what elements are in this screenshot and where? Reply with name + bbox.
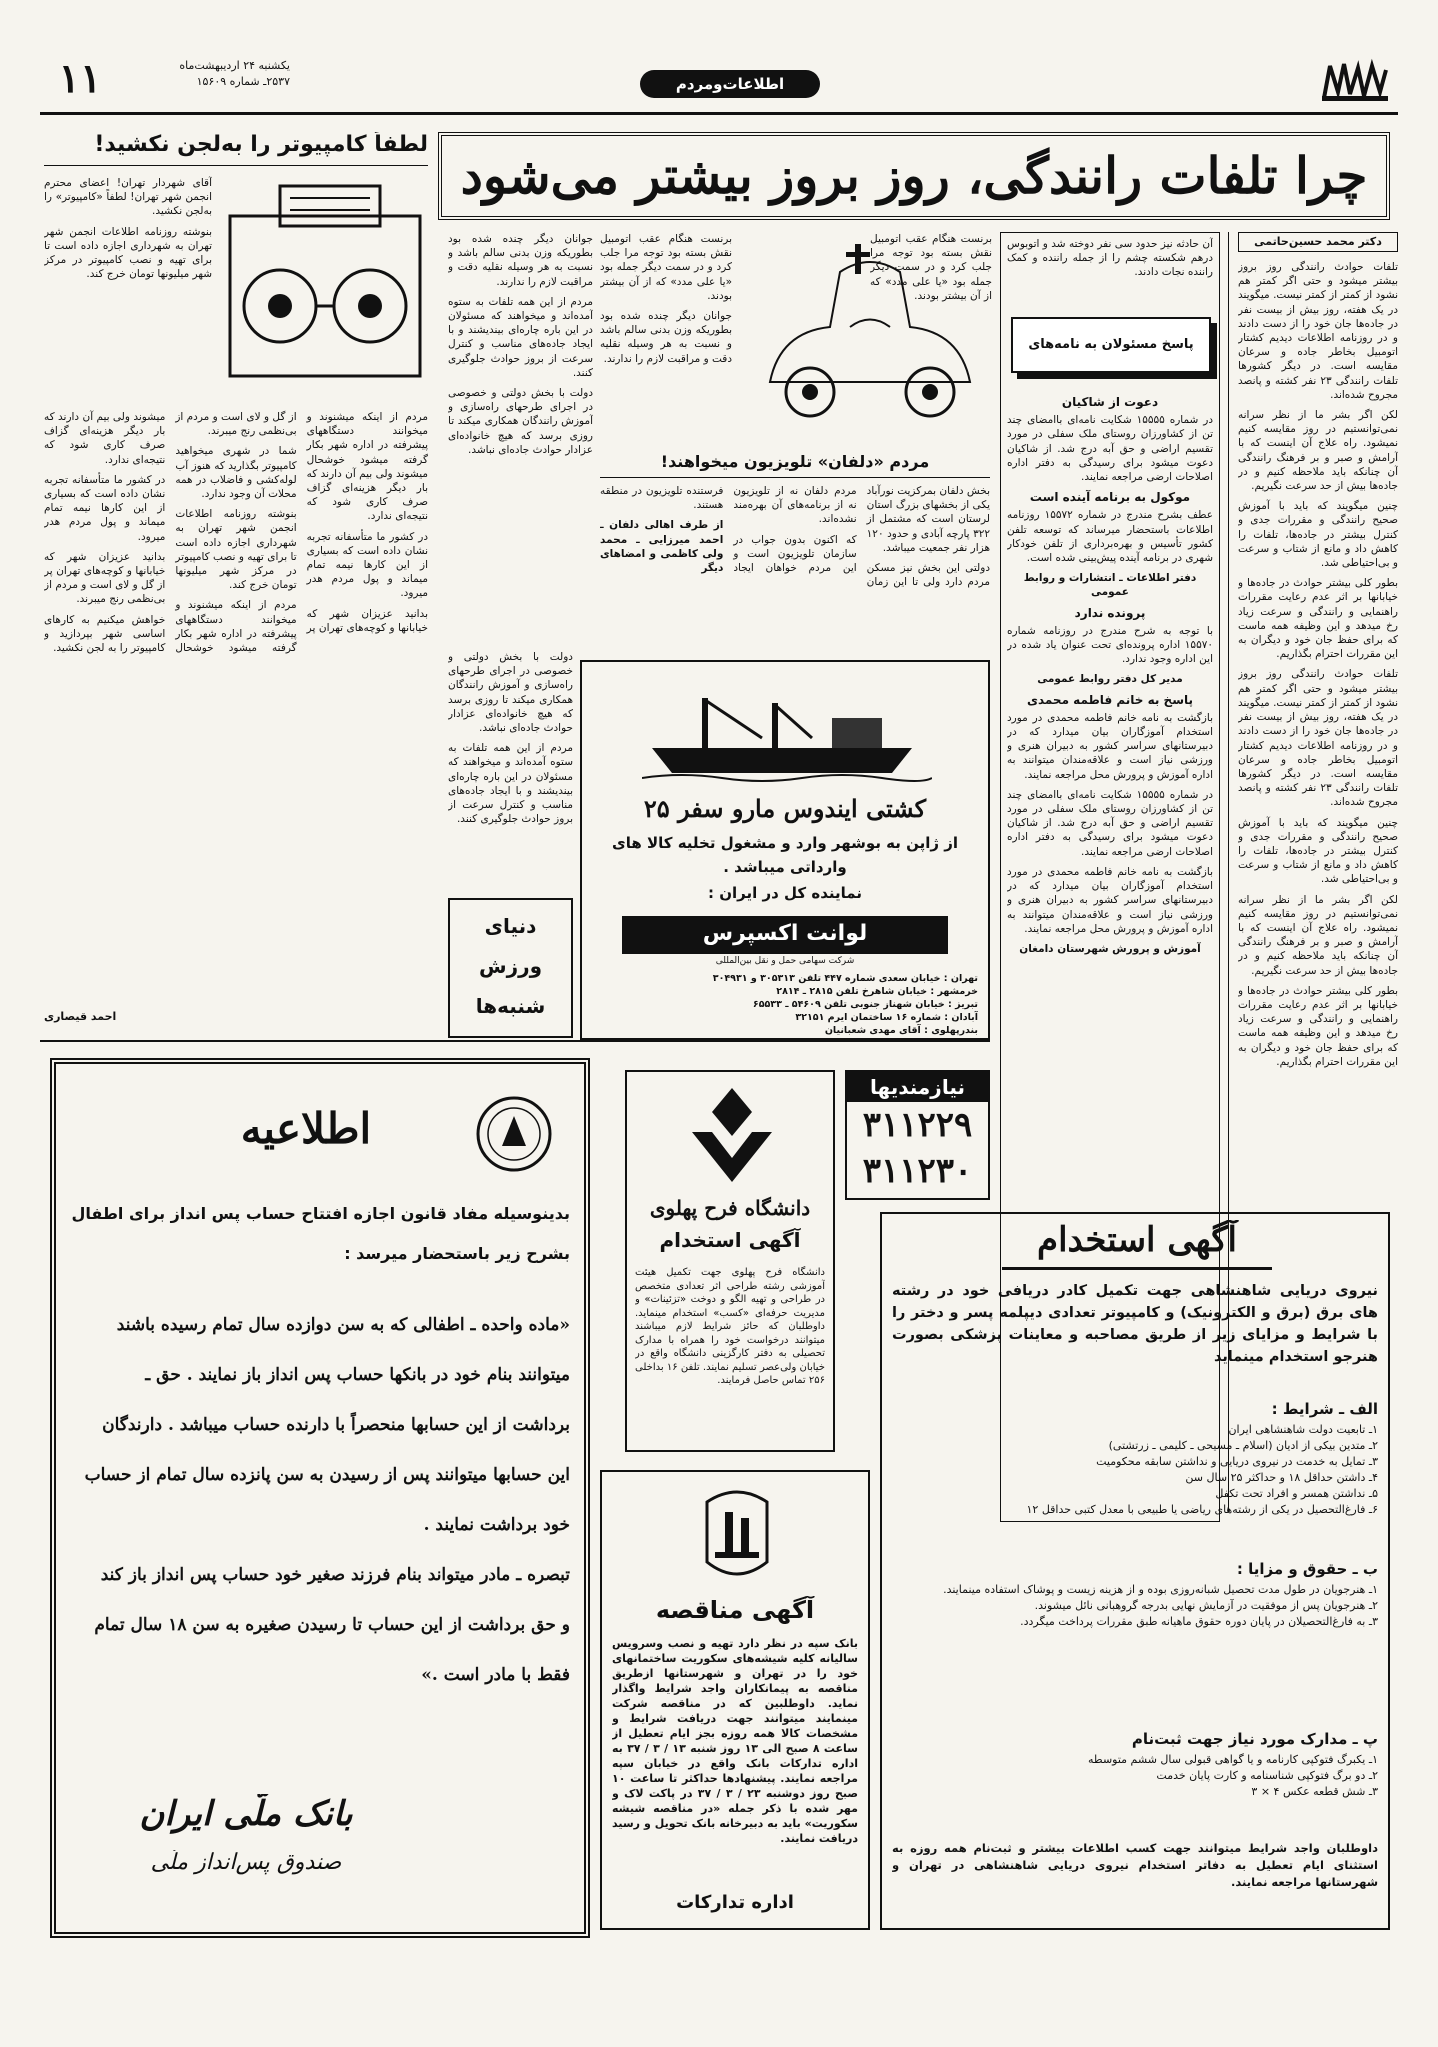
letter-text: در شماره ۱۵۵۵۵ شکایت نامه‌ای باامضای چند تن از کشاورزان روستای ملک سفلی در مورد تقسیم اراضی و حق آبه درج شد. از شاکیان دعوت میشود برای رسیدگی به دفتر اداره اصلاحات ارضی مراجعه نمایند. <box>1007 788 1213 858</box>
newspaper-logo-icon <box>1320 58 1390 104</box>
mid-para: برنست هنگام عقب اتومبیل نقش بسته بود توجه مرا جلب کرد و در سمت دیگر جمله بود «یا علی مدد» که از آن بیشتر بودند. <box>870 233 992 302</box>
law-line: تبصره ـ مادر میتواند بنام فرزند صغیر خود حساب پس انداز باز کند <box>100 1565 570 1585</box>
tender-title: آگهی مناقصه <box>655 1596 815 1624</box>
letter-text: بازگشت به نامه خانم فاطمه محمدی در مورد استخدام آموزگاران بیان میدارد که در دبیرستانهای سراسر کشور به دبیران هنری و ورزشی نیاز است و علاقه‌مندان میتوانند به اداره آموزش و پرورش محل مراجعه نمایند. <box>1007 711 1213 781</box>
navy-intro: نیروی دریایی شاهنشاهی جهت تکمیل کادر دریافی خود در رشته های برق (برق و الکترونیک) و کامپیوتر تعدادی دیپلمه پسر و دختر را با شرایط و مزایای زیر از طریق مصاحبه و معاینات پزشکی بصورت هنرجو استخدام مینماید <box>892 1283 1378 1365</box>
university-name: دانشگاه فرح پهلوی <box>649 1196 811 1220</box>
bank-emblem-icon <box>474 1094 554 1174</box>
law-line: فقط با مادر است .» <box>421 1665 570 1685</box>
needed-ad <box>845 1070 990 1200</box>
navy-benefit: ۱ـ هنرجویان در طول مدت تحصیل شبانه‌روزی بوده و از هزینه زیست و پوشاک استفاده مینمایند. <box>943 1583 1378 1596</box>
computer-para: بنوشته روزنامه اطلاعات انجمن شهر تهران به شهرداری اجازه داده است تا برای تهیه و نصب کامپیوتر در مرکز شهر میلیونها تومان خرج کند. <box>44 225 212 281</box>
mid-top-text-2 <box>600 232 732 442</box>
computer-para: در کشور ما متأسفانه تجربه نشان داده است که بسیاری از این کارها نیمه تمام میماند و پول مردم هدر میرود. <box>44 473 166 543</box>
mid-para: دولت با بخش دولتی و خصوصی در اجرای طرحهای راه‌سازی و آموزش رانندگان همکاری میکند تا روزی برسد که هیچ خانواده‌ای عزادار حوادث جاده‌ای نباشد. <box>448 651 573 735</box>
needed-phone2: ۳۱۱۲۳۰ <box>862 1151 973 1191</box>
address-line: آبادان : شماره ۱۶ ساختمان ایرم ۳۲۱۵۱ <box>795 1012 978 1023</box>
law-line: برداشت از این حسابها منحصراً با دارنده حساب میباشد . دارندگان <box>102 1415 570 1435</box>
ship-line1: از ژاپن به بوشهر وارد و مشغول تخلیه کالا های <box>611 834 959 852</box>
letter-signature: دفتر اطلاعات ـ انتشارات و روابط عمومی <box>1023 572 1197 599</box>
sports-line1: دنیای ورزش <box>478 914 543 978</box>
bank-title: اطلاعیه <box>240 1104 372 1153</box>
mid-para: آن حادثه نیز حدود سی نفر دوخته شد و اتوبوس درهم شکسته چشم را از جمله راننده و کمک راننده نجات دادند. <box>1007 238 1213 279</box>
computer-para: مردم از اینکه میشنوند و میخوانند دستگاههای پیشرفته در اداره شهر بکار گرفته میشود خوشحال میشوند ولی بیم آن دارند که بار دیگر هزینه‌ای گزاف صرف کاری شود که نتیجه‌ای ندارد. <box>306 411 428 523</box>
computer-headline: لطفاً کامپیوتر را به‌لجن نکشید! <box>44 132 428 166</box>
letter-text: در شماره ۱۵۵۵۵ شکایت نامه‌ای باامضای چند تن از کشاورزان روستای ملک سفلی در مورد تقسیم اراضی و حق آبه درج شد. از شاکیان دعوت میشود برای رسیدگی به دفتر اداره اصلاحات ارضی مراجعه نمایند. <box>1007 414 1213 484</box>
issue-line: ۲۵۳۷ـ شماره ۱۵۶۰۹ <box>196 75 290 88</box>
navy-s3-title: پ ـ مدارک مورد نیاز جهت ثبت‌نام <box>1131 1730 1378 1748</box>
masthead-logo <box>1320 58 1390 104</box>
mid-para: برنست هنگام عقب اتومبیل نقش بسته بود توجه مرا جلب کرد و در سمت دیگر جمله بود «یا علی مدد» که از آن بیشتر بودند. <box>600 233 732 302</box>
letter-text: عطف بشرح مندرج در شماره ۱۵۵۷۲ روزنامه اطلاعات باستحضار میرساند که توسعه تلفن کشور تأسیس و بهره‌برداری از تلفن خودکار شهری در برنامه آینده پیش‌بینی شده است. <box>1007 509 1213 565</box>
sports-line3 <box>450 1026 571 1038</box>
university-logo <box>672 1082 792 1192</box>
letter-signature: مدیر کل دفتر روابط عمومی <box>1037 673 1183 686</box>
law-line: و حق برداشت از این حساب تا رسیدن صغیره به سن ۱۸ سال تمام <box>94 1615 570 1635</box>
letter-heading: پرونده ندارد <box>1074 605 1146 620</box>
navy-document: ۱ـ یکبرگ فتوکپی کارنامه و یا گواهی قبولی سال ششم متوسطه <box>1088 1753 1378 1766</box>
navy-s3 <box>892 1730 1378 1830</box>
university-ad <box>625 1070 835 1452</box>
letters-title: پاسخ مسئولان به نامه‌های <box>1028 337 1194 352</box>
bank-sepah-logo-icon <box>687 1482 787 1592</box>
computer-drawing <box>220 176 428 406</box>
navy-condition: ۶ـ فارغ‌التحصیل در یکی از رشته‌های ریاضی یا طبیعی با معدل کتبی حداقل ۱۲ <box>1026 1503 1378 1516</box>
address-line: بندرپهلوی : آقای مهدی شعبانیان <box>824 1025 978 1036</box>
letters-intro <box>1007 237 1213 309</box>
cartoon-caption: مردم «دلفان» تلویزیون میخواهند! <box>600 452 990 478</box>
mid-top-text-3 <box>448 232 593 642</box>
computer-para: آقای شهردار تهران! اعضای محترم انجمن شهر تهران! لطفاً «کامپیوتر» را به‌لجن نکشید. <box>44 177 212 218</box>
page-number: ۱۱ <box>58 55 102 102</box>
mid-para: دولت با بخش دولتی و خصوصی در اجرای طرحهای راه‌سازی و آموزش رانندگان همکاری میکند تا روزی برسد که هیچ خانواده‌ای عزادار حوادث جاده‌ای نباشد. <box>448 387 593 456</box>
mid-para: جوانان دیگر چنده شده بود بطوریکه وزن بدنی سالم باشد و نسبت به هر وسیله نقلیه دقت و مراقبت لازم را ندارند. <box>600 310 732 365</box>
ship-heading: کشتی ایندوس مارو سفر ۲۵ <box>643 794 927 823</box>
tender-text: بانک سپه در نظر دارد تهیه و نصب وسرویس سالیانه کلیه شیشه‌های سکوریت ساختمانهای خود را در تهران و شهرستانها ازطریق مناقصه به پیمانکاران واجد شرایط واگذار نماید. داوطلبین که در مناقصه شرکت مینمایند میتوانند جهت دریافت شرایط و مشخصات کالا همه روزه بجز ایام تعطیل از ساعت ۸ صبح الی ۱۳ روز شنبه ۱۳ / ۳ / ۳۷ به اداره تدارکات بانک واقع در خیابان سپه مراجعه نمایند. پیشنهادها حداکثر تا ساعت ۱۰ صبح روز دوشنبه ۲۳ / ۳ / ۳۷ در پاکت لاک و مهر شده با ذکر جمله «در مناقصه شیشه سکوریت» باید به دبیرخانه بانک تحویل و رسید دریافت نمایند. <box>612 1637 858 1845</box>
computer-para: بدانید عزیزان شهر که خیابانها و کوچه‌های تهران پر از گل و لای است و مردم از بی‌نظمی رنج میبرند. <box>175 411 428 634</box>
car-church-cartoon-icon <box>740 232 990 442</box>
bank-law-text <box>70 1300 570 1760</box>
law-line: این حسابها میتوانند پس از رسیدن به سن پانزده سال تمام از حساب <box>84 1465 570 1485</box>
letter-heading: دعوت از شاکیان <box>1061 395 1159 409</box>
letter-text: بازگشت به نامه خانم فاطمه محمدی در مورد استخدام آموزگاران بیان میدارد که در دبیرستانهای سراسر کشور به دبیران هنری و ورزشی نیاز است و علاقه‌مندان میتوانند به اداره آموزش و پرورش محل مراجعه نمایند. <box>1007 865 1213 935</box>
letter-text: با توجه به شرح مندرج در روزنامه شماره ۱۵۵۷۰ اداره پرونده‌ای تحت عنوان یاد شده در این اداره وجود ندارد. <box>1007 624 1213 666</box>
delfan-para: بخش دلفان بمرکزیت نورآباد یکی از بخشهای بزرگ استان لرستان است که مشتمل از ۳۲۲ پارچه آبادی و حدود ۱۲۰ هزار نفر جمعیت میباشد. <box>866 485 990 554</box>
computer-para: شما در شهری میخواهید کامپیوتر بگذارید که هنوز آب لوله‌کشی و فاضلاب در همه محلات آن وجود ندارد. <box>175 445 297 501</box>
date-line: یکشنبه ۲۴ اردیبهشت‌ماه <box>179 59 290 72</box>
letter-heading: موکول به برنامه آینده است <box>1029 490 1191 505</box>
tender-ad <box>600 1470 870 1930</box>
letters-title-box <box>1011 317 1211 373</box>
university-text: دانشگاه فرح پهلوی جهت تکمیل هیئت آموزشی رشته طراحی اثر تعدادی متخصص در طراحی و تهیه الگو و دوخت «تزئینات» و مدیریت حرفه‌ای «کسب» استخدام مینماید. داوطلبان که حائز شرایط لازم میباشند میتوانند درخواست خود را همراه با مدارک تحصیلی به دفتر کارگزینی دانشگاه واقع در خیابان ولی‌عصر تسلیم نمایند. تلفن ۱۶ بداخلی ۲۵۶ تماس حاصل فرمایند. <box>635 1267 825 1386</box>
cartoon <box>740 232 990 442</box>
byline: دکتر محمد حسین‌حاتمی <box>1254 235 1382 248</box>
ship-illustration <box>642 678 932 788</box>
computer-para: مردم از اینکه میشنوند و میخوانند دستگاههای پیشرفته در اداره شهر بکار گرفته میشود خوشحال میشوند ولی بیم آن دارند که بار دیگر هزینه‌ای گزاف صرف کاری شود که نتیجه‌ای ندارد. <box>44 411 297 655</box>
address-line: تبریز : خیابان شهناز جنوبی تلفن ۵۴۶۰۹ ـ ۶۵۵۳۳ <box>752 999 978 1010</box>
navy-condition: ۱ـ تابعیت دولت شاهنشاهی ایران <box>1228 1423 1378 1436</box>
mid-para: مردم از این همه تلفات به ستوه آمده‌اند و میخواهند که مسئولان در این باره چاره‌ای بیندیشند و با ایجاد جاده‌های مناسب و کنترل سرعت از بروز حوادث جلوگیری کنند. <box>448 742 573 826</box>
bank-sub: صندوق پس‌انداز ملّی <box>150 1850 342 1875</box>
levant-logo-sub: شرکت سهامی حمل و نقل بین‌المللی <box>715 956 855 966</box>
section-rule <box>40 1040 990 1042</box>
needed-phone1: ۳۱۱۲۲۹ <box>862 1105 973 1145</box>
navy-footer: داوطلبان واجد شرایط میتوانند جهت کسب اطلاعات بیشتر و ثبت‌نام همه روزه به استثنای ایام تعطیل به دفاتر استخدام نیروی دریایی شاهنشاهی در تهران و شهرستانها مراجعه نمایند. <box>892 1841 1378 1889</box>
navy-condition: ۴ـ داشتن حداقل ۱۸ و حداکثر ۲۵ سال سن <box>1185 1471 1378 1484</box>
mid-para: جوانان دیگر چنده شده بود بطوریکه وزن بدنی سالم باشد و نسبت به هر وسیله نقلیه دقت و مراقبت لازم را ندارند. <box>448 233 593 288</box>
navy-title: آگهی استخدام <box>1002 1220 1272 1270</box>
sports-line2: شنبه‌ها <box>475 994 546 1018</box>
navy-s3-list <box>892 1752 1378 1800</box>
computer-para: بنوشته روزنامه اطلاعات انجمن شهر تهران به شهرداری اجازه داده است تا برای تهیه و نصب کامپیوتر در مرکز شهر میلیونها تومان خرج کند. <box>175 508 297 592</box>
navy-s2-list <box>892 1582 1378 1630</box>
tender-signature: اداره تدارکات <box>676 1892 794 1913</box>
address-line: خرمشهر : خیابان شاهرخ تلفن ۲۸۱۵ ـ ۲۸۱۴ <box>776 986 978 997</box>
computer-para: در کشور ما متأسفانه تجربه نشان داده است که بسیاری از این کارها نیمه تمام میماند و پول مردم هدر میرود. <box>306 530 428 600</box>
ship-ad <box>580 660 990 1040</box>
navy-condition: ۲ـ متدین بیکی از ادیان (اسلام ـ مسیحی ـ کلیمی ـ زرتشتی) <box>1108 1439 1378 1452</box>
letter-heading: پاسخ به خانم فاطمه محمدی <box>1026 692 1194 707</box>
navy-s1-list <box>892 1422 1378 1518</box>
ship-agent-label: نماینده کل در ایران : <box>708 884 862 902</box>
navy-document: ۳ـ شش قطعه عکس ۴ × ۳ <box>1251 1785 1378 1798</box>
ship-line2: وارداتی میباشد . <box>723 858 847 876</box>
law-line: «ماده واحده ـ اطفالی که به سن دوازده سال تمام رسیده باشند <box>116 1315 570 1335</box>
date-block <box>100 58 290 108</box>
navy-benefit: ۲ـ هنرجویان پس از موفقیت در آزمایش نهایی بدرجه گروهبانی نائل میشوند. <box>1034 1599 1378 1612</box>
university-logo-icon <box>672 1082 792 1192</box>
main-para: تلفات حوادث رانندگی روز بروز بیشتر میشود و حتی اگر کمتر هم نشود از کمتر از کمتر نیست. میگویند در یک هفته، روز بیش از بیست نفر در جاده‌ها جان خود را از دست دادند و در روزنامه اطلاعات دیدیم کشتار اتومبیل بخاطر جاده و سرعان مقایسه است. در دیگر کشورها تلفات رانندگی ۲۳ نفر کشته و پانصد مجروح شده‌اند. <box>1238 668 1398 809</box>
bank-intro2: بشرح زیر باستحضار میرسد : <box>344 1244 570 1263</box>
navy-s1-title: الف ـ شرایط : <box>1271 1400 1378 1418</box>
law-line: خود برداشت نمایند . <box>423 1515 570 1535</box>
main-para: لکن اگر بشر ما از نظر سرانه نمی‌توانستیم در روز مقایسه کنیم نمیشود. راه علاج آن اینست که با آرامش و صبر و بر فرهنگ رانندگی آن چنانکه باید ملاحظه کنیم و در جاده‌ها بیش از حد سرعت نگیریم. <box>1238 893 1398 977</box>
levant-logo-text: لوانت اکسپرس <box>702 921 868 946</box>
navy-s2 <box>892 1560 1378 1720</box>
bank-ad <box>50 1058 590 1938</box>
main-para: لکن اگر بشر ما از نظر سرانه نمی‌توانستیم در روز مقایسه کنیم نمیشود. راه علاج آن اینست که با آرامش و صبر و بر فرهنگ رانندگی آن چنانکه باید ملاحظه کنیم و در جاده‌ها بیش از حد سرعت نگیریم. <box>1238 409 1398 493</box>
law-line: میتوانند بنام خود در بانکها حساب پس انداز باز نمایند . حق ـ <box>145 1365 570 1385</box>
levant-logo <box>622 916 948 954</box>
main-headline-box <box>438 132 1390 220</box>
tape-computer-icon <box>220 176 428 406</box>
navy-condition: ۳ـ تمایل به خدمت در نیروی دریایی و نداشتن سابقه محکومیت <box>1096 1455 1378 1468</box>
delfan-para: دولتی این بخش نیز مسکن مردم دارد ولی تا این زمان مردم دلفان نه از تلویزیون نه از برنامه‌های آن بهره‌مند نشده‌اند. <box>733 485 990 589</box>
navy-document: ۲ـ دو برگ فتوکپی شناسنامه و کارت پایان خدمت <box>1156 1769 1378 1782</box>
navy-benefit: ۳ـ به فارغ‌التحصیلان در پایان دوره حقوق ماهیانه طبق مقررات پرداخت میگردد. <box>1020 1615 1378 1628</box>
delfan-para: که اکنون بدون جواب در سازمان تلویزیون است و این مردم خواهان ایجاد فرستنده تلویزیون در منطقه هستند. <box>600 485 857 575</box>
delfan-signature: از طرف اهالی دلفان ـ احمد میرزایی ـ محمد ولی کاظمی و امضاهای دیگر <box>600 519 724 575</box>
cargo-ship-icon <box>642 678 932 788</box>
header-rule <box>40 112 1398 115</box>
letter-signature: آموزش و پرورش شهرستان دامغان <box>1019 942 1201 955</box>
computer-text-top <box>44 176 212 406</box>
bank-emblem <box>474 1094 554 1174</box>
section-banner <box>640 70 820 98</box>
main-para: چنین میگویند که باید با آموزش صحیح رانندگی و مقررات جدی و کنترل بیشتر در جاده‌ها، تلفات را کاهش داد و مانع از شتاب و سرعت و بی‌احتیاطی شد. <box>1238 500 1398 570</box>
mid-para: مردم از این همه تلفات به ستوه آمده‌اند و میخواهند که مسئولان در این باره چاره‌ای بیندیشند و با ایجاد جاده‌های مناسب و کنترل سرعت از بروز حوادث جلوگیری کنند. <box>448 295 593 379</box>
sports-box <box>448 898 573 1038</box>
university-title: آگهی استخدام <box>659 1228 801 1252</box>
main-para: تلفات حوادث رانندگی روز بروز بیشتر میشود و حتی اگر کمتر هم نشود از کمتر از کمتر نیست. میگویند در یک هفته، روز بیش از بیست نفر در جاده‌ها جان خود را از دست دادند و در روزنامه اطلاعات دیدیم کشتار اتومبیل بخاطر جاده و سرعان مقایسه است. در دیگر کشورها تلفات رانندگی ۲۳ نفر کشته و پانصد مجروح شده‌اند. <box>1238 261 1398 401</box>
bank-name: بانک ملّی ایران <box>139 1794 353 1834</box>
delfan-article <box>600 484 990 654</box>
navy-s1 <box>892 1400 1378 1550</box>
computer-para: خواهش میکنیم به کارهای اساسی شهر بپردازید و کامپیوتر را به لجن نکشید. <box>44 613 166 655</box>
mid-lower-text <box>448 650 573 890</box>
navy-s2-title: ب ـ حقوق و مزایا : <box>1236 1560 1378 1578</box>
needed-title: نیازمندیها <box>847 1072 988 1102</box>
main-para: چنین میگویند که باید با آموزش صحیح رانندگی و مقررات جدی و کنترل بیشتر در جاده‌ها، تلفات را کاهش داد و مانع از شتاب و سرعت و بی‌احتیاطی شد. <box>1238 816 1398 886</box>
computer-para: بدانید عزیزان شهر که خیابانها و کوچه‌های تهران پر از گل و لای است و مردم از بی‌نظمی رنج میبرند. <box>44 550 166 606</box>
main-para: بطور کلی بیشتر حوادث در جاده‌ها و خیابانها بر اثر عدم رعایت مقررات راهنمایی و رانندگی و سرعت زیاد رخ میدهد و این وظیفه همه ماست که برای حفظ جان خود و دیگران به این مقررات احترام بگذاریم. <box>1238 577 1398 661</box>
ship-addresses <box>592 972 978 1038</box>
navy-ad <box>880 1212 1390 1930</box>
main-headline: چرا تلفات رانندگی، روز بروز بیشتر می‌شود <box>460 146 1368 205</box>
address-line: تهران : خیابان سعدی شماره ۴۴۷ تلفن ۳۰۵۳۱۳ و ۳۰۴۹۳۱ <box>712 973 978 984</box>
bank-intro: بدینوسیله مفاد قانون اجازه افتتاح حساب پس انداز برای اطفال <box>71 1204 570 1223</box>
computer-signature: احمد قیصاری <box>44 1010 117 1023</box>
navy-condition: ۵ـ نداشتن همسر و افراد تحت تکفل <box>1215 1487 1378 1500</box>
computer-text-mid <box>44 410 428 1010</box>
tender-logo <box>687 1482 787 1592</box>
byline-box <box>1238 232 1398 252</box>
section-title: اطلاعات‌ومردم <box>675 75 785 93</box>
main-para: بطور کلی بیشتر حوادث در جاده‌ها و خیابانها بر اثر عدم رعایت مقررات راهنمایی و رانندگی و سرعت زیاد رخ میدهد و این وظیفه همه ماست که برای حفظ جان خود و دیگران به این مقررات احترام بگذاریم. <box>1238 984 1398 1068</box>
